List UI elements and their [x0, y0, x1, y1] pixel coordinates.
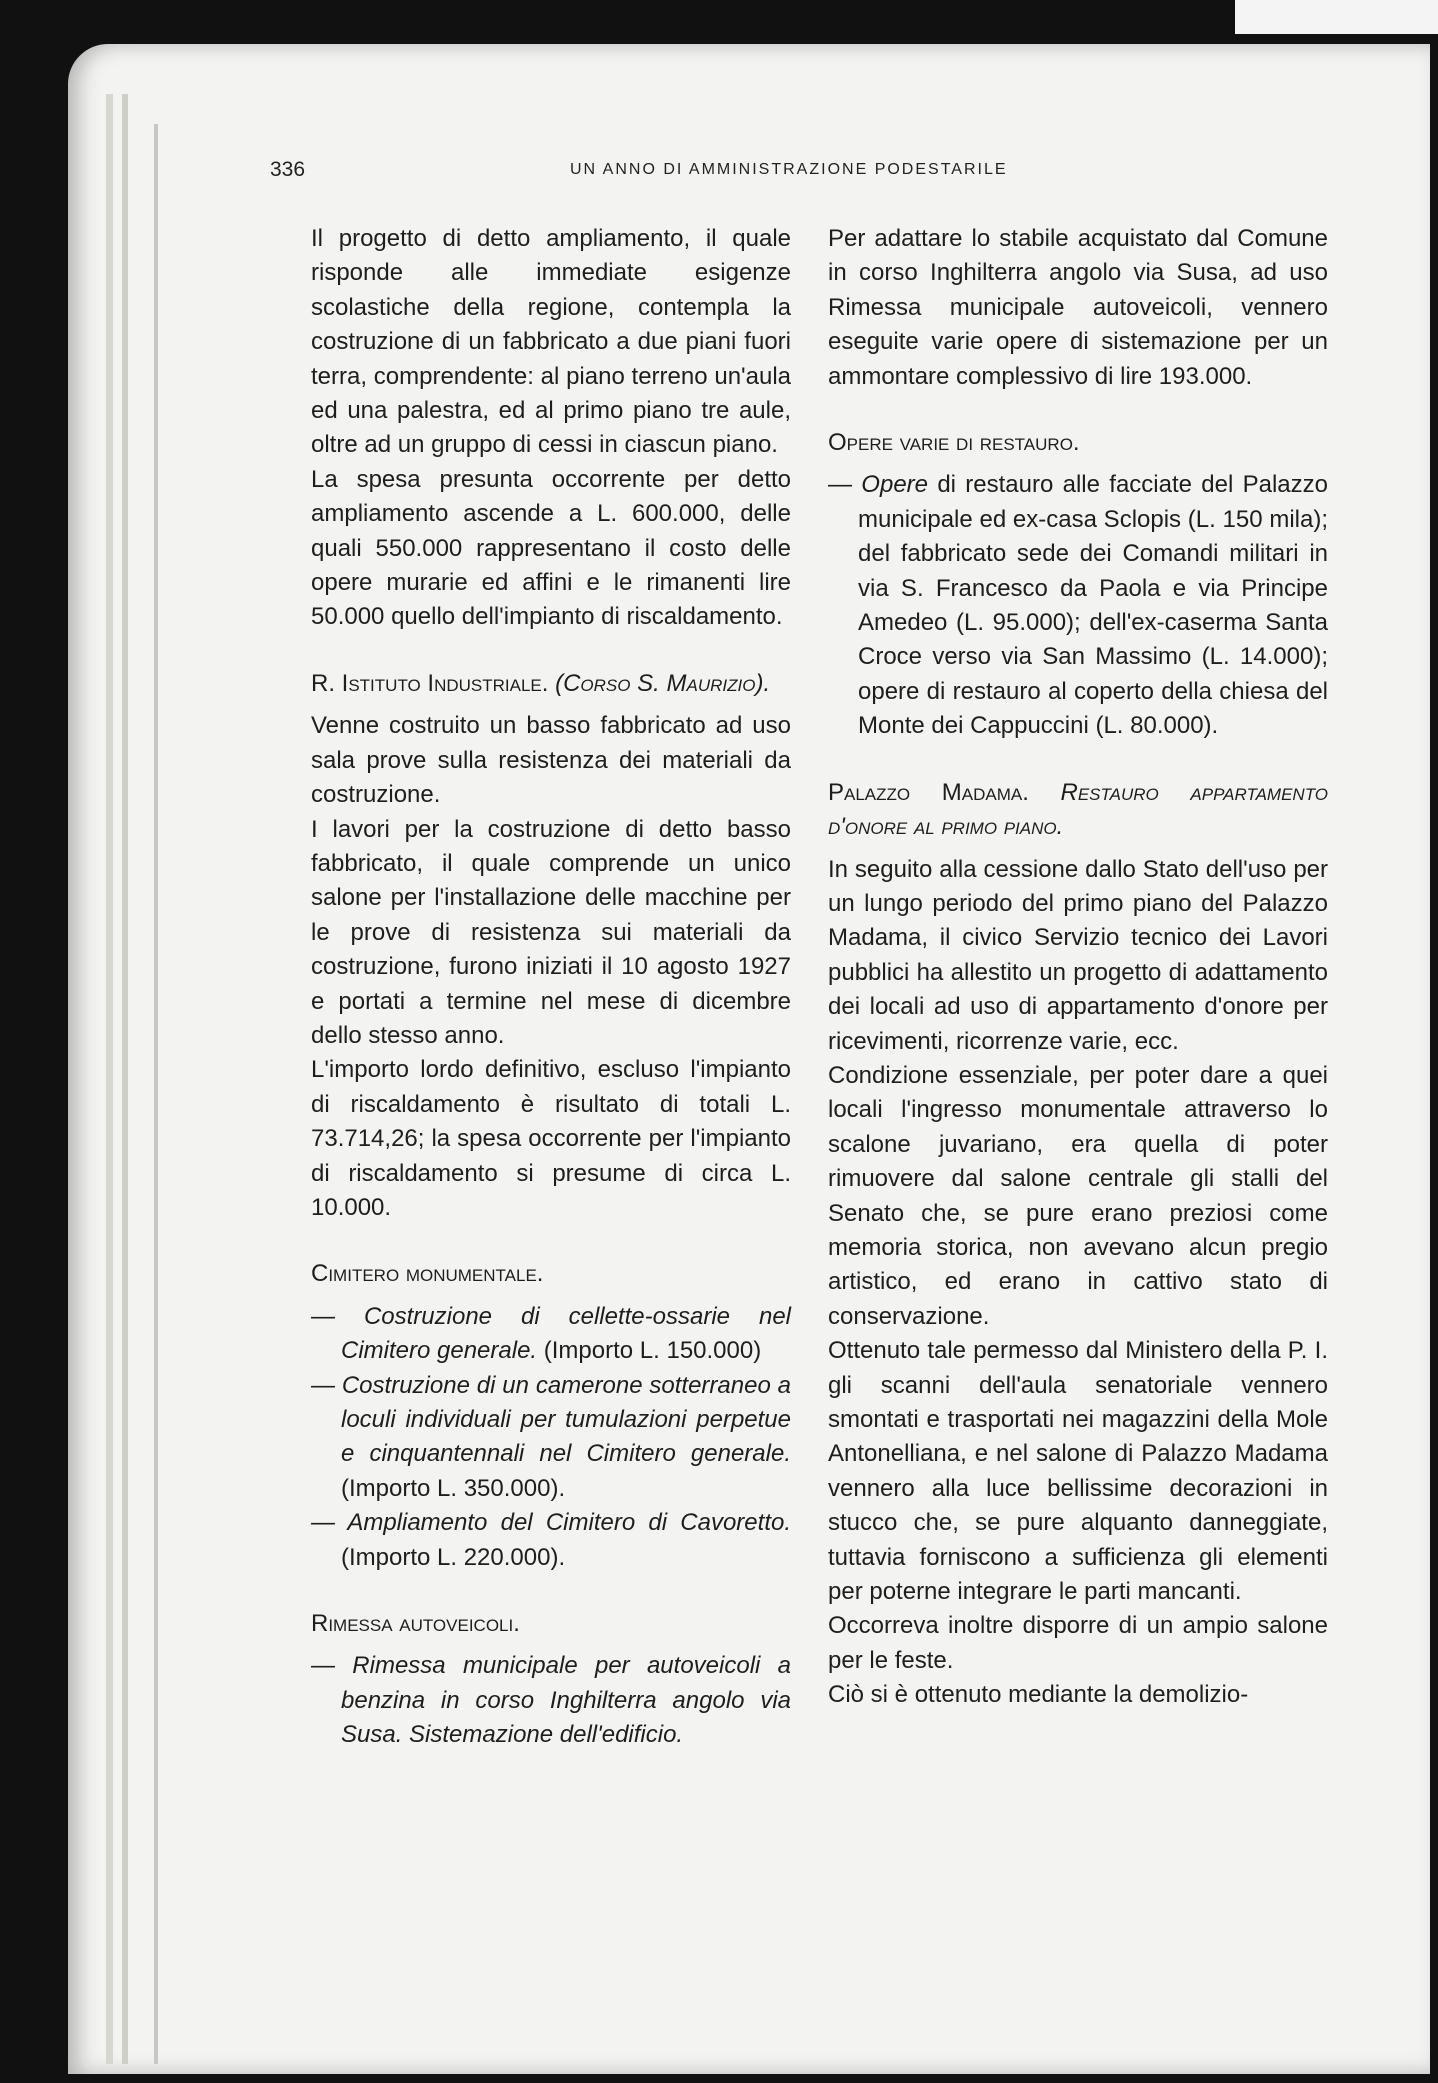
list-item — [828, 468, 1328, 743]
item-import: (Importo L. 220.000). — [341, 1543, 566, 1571]
heading-subtitle: Restauro appartamento d'onore al primo piano. — [828, 778, 1328, 841]
page-number: 336 — [270, 158, 306, 181]
section-heading — [828, 776, 1328, 845]
paragraph: Per adattare lo stabile acquistato dal Comune in corso Inghilterra angolo via Susa, ad uso Rimessa municipale autoveicoli, vennero eseguite varie opere di sistemazione per un ammontare complessivo di lire 193.000. — [828, 225, 1328, 390]
paragraph: Condizione essenziale, per poter dare a quei locali l'ingresso monumentale attraverso lo scalone juvariano, era quella di poter rimuovere dal salone centrale gli stalli del Senato che, se pure erano preziosi come memoria storica, non avevano alcun pregio artistico, ed erano in cattivo stato di conservazione. — [828, 1061, 1328, 1330]
paragraph: Venne costruito un basso fabbricato ad uso sala prove sulla resistenza dei materiali da costruzione. — [311, 712, 791, 809]
list-item — [311, 1506, 791, 1575]
section-heading — [311, 667, 791, 701]
paragraph: Occorreva inoltre disporre di un ampio salone per le feste. — [828, 1612, 1328, 1674]
section-heading: Rimessa autoveicoli. — [311, 1610, 520, 1638]
paragraph: Ottenuto tale permesso dal Ministero della P. I. gli scanni dell'aula senatoriale vennero smontati e trasportati nei magazzini della Mole Antonelliana, e nel salone di Palazzo Madama vennero alla luce bellissime decorazioni in stucco che, se pure alquanto danneggiate, tuttavia forniscono a sufficienza gli elementi per poterne integrare le parti mancanti. — [828, 1337, 1328, 1606]
item-text: di restauro alle facciate del Palazzo municipale ed ex-casa Sclopis (L. 150 mila); del fabbricato sede dei Comandi militari in via S. Francesco da Paola e via Principe Amedeo (L. 95.000); dell'ex-caserma Santa Croce verso via San Massimo (L. 14.000); opere di restauro al coperto della chiesa del Monte dei Cappuccini (L. 80.000). — [858, 471, 1329, 740]
item-title: — Costruzione di un camerone sotterraneo a loculi individuali per tumulazioni perpetue e cinquantennali nel Cimitero generale. — [311, 1371, 791, 1468]
item-title: — Opere — [828, 471, 929, 499]
page-header — [270, 158, 1350, 188]
page-edge — [122, 94, 128, 2064]
section-heading: Opere varie di restauro. — [828, 429, 1080, 457]
item-title: — Ampliamento del Cimitero di Cavoretto. — [311, 1509, 791, 1537]
list-item — [311, 1369, 791, 1507]
list-item — [311, 1649, 791, 1752]
paragraph: Ciò si è ottenuto mediante la demolizio- — [828, 1681, 1249, 1709]
right-column — [828, 222, 1328, 1713]
running-head: UN ANNO DI AMMINISTRAZIONE PODESTARILE — [570, 161, 1008, 178]
item-import: (Importo L. 150.000) — [537, 1337, 762, 1365]
heading-subtitle: (Corso S. Maurizio). — [555, 669, 771, 697]
list-item — [311, 1300, 791, 1369]
paragraph: L'importo lordo definitivo, escluso l'impianto di riscaldamento è risultato di totali L. 73.714,26; la spesa occorrente per l'impianto di riscaldamento si presume di circa L. 10.000. — [311, 1056, 791, 1221]
section-heading: Cimitero monumentale. — [311, 1260, 544, 1288]
item-title: — Costruzione di cellette-ossarie nel Cimitero generale. — [311, 1302, 791, 1365]
item-title: — Rimessa municipale per autoveicoli a benzina in corso Inghilterra angolo via Susa. Sistemazione dell'edificio. — [311, 1652, 791, 1749]
left-column — [311, 222, 791, 1753]
page-edge — [106, 94, 113, 2064]
item-import: (Importo L. 350.000). — [341, 1474, 566, 1502]
paragraph: In seguito alla cessione dallo Stato dell'uso per un lungo periodo del primo piano del Palazzo Madama, il civico Servizio tecnico dei Lavori pubblici ha allestito un progetto di adattamento dei locali ad uso di appartamento d'onore per ricevimenti, ricorrenze varie, ecc. — [828, 855, 1328, 1055]
heading-text: R. Istituto Industriale. — [311, 669, 549, 697]
scan-margin — [1235, 0, 1438, 34]
paragraph: I lavori per la costruzione di detto basso fabbricato, il quale comprende un unico salone per l'installazione delle macchine per le prove di resistenza sui materiali da costruzione, furono iniziati il 10 agosto 1927 e portati a termine nel mese di dicembre dello stesso anno. — [311, 815, 791, 1049]
paragraph: Il progetto di detto ampliamento, il quale risponde alle immediate esigenze scolastiche della regione, contempla la costruzione di un fabbricato a due piani fuori terra, comprendente: al piano terreno un'aula ed una palestra, ed al primo piano tre aule, oltre ad un gruppo di cessi in ciascun piano. — [311, 225, 791, 459]
paragraph: La spesa presunta occorrente per detto ampliamento ascende a L. 600.000, delle quali 550.000 rappresentano il costo delle opere murarie ed affini e le rimanenti lire 50.000 quello dell'impianto di riscaldamento. — [311, 465, 791, 631]
heading-text: Palazzo Madama. — [828, 778, 1029, 806]
page-edge — [154, 124, 158, 2064]
